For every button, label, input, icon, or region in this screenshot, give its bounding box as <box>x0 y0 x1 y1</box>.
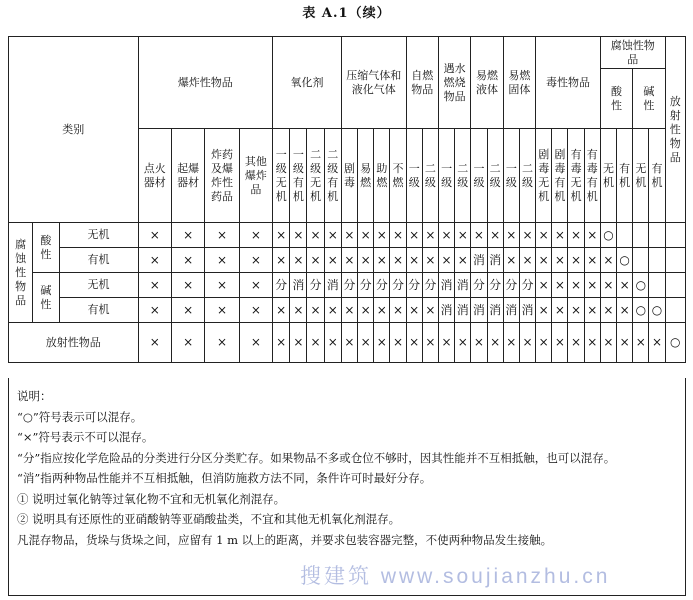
matrix-cell: × <box>438 248 454 273</box>
matrix-cell: × <box>503 323 519 363</box>
matrix-cell: × <box>290 248 307 273</box>
matrix-cell: × <box>455 223 471 248</box>
matrix-cell: 消 <box>487 298 503 323</box>
matrix-cell: × <box>239 323 272 363</box>
header-toxic: 毒性物品 <box>536 37 601 129</box>
sub-gas-toxic: 剧毒 <box>341 129 357 223</box>
sub-tox-organic: 有毒有机 <box>584 129 600 223</box>
matrix-cell: × <box>324 248 341 273</box>
matrix-cell: × <box>171 223 204 248</box>
matrix-cell: × <box>307 298 324 323</box>
matrix-cell: × <box>307 323 324 363</box>
sub-tox-highly-inorganic: 剧毒无机 <box>536 129 552 223</box>
matrix-cell: × <box>584 298 600 323</box>
sub-ox1-organic: 一级有机 <box>290 129 307 223</box>
matrix-cell: × <box>633 323 649 363</box>
matrix-cell: ○ <box>633 273 649 298</box>
matrix-cell: × <box>290 223 307 248</box>
matrix-cell: × <box>138 298 171 323</box>
matrix-cell: × <box>617 323 633 363</box>
matrix-cell: ○ <box>633 298 649 323</box>
row-label-radioactive: 放射性物品 <box>9 323 139 363</box>
matrix-cell: × <box>205 223 239 248</box>
matrix-cell: × <box>487 323 503 363</box>
matrix-cell: × <box>171 298 204 323</box>
sub-liquid-1: 一级 <box>471 129 487 223</box>
header-flammable-solid: 易燃固体 <box>503 37 535 129</box>
sub-ox2-inorganic: 二级无机 <box>307 129 324 223</box>
sub-ox2-organic: 二级有机 <box>324 129 341 223</box>
matrix-cell: × <box>239 248 272 273</box>
matrix-cell: × <box>536 298 552 323</box>
matrix-cell: × <box>584 323 600 363</box>
matrix-cell: × <box>374 323 390 363</box>
note-fen: “分”指应按化学危险品的分类进行分区分类贮存。如果物品不多或仓位不够时，因其性能并不互相抵触，也可以混存。 <box>17 450 616 465</box>
matrix-cell: × <box>358 248 374 273</box>
matrix-cell: × <box>138 323 171 363</box>
matrix-cell: 消 <box>519 298 535 323</box>
matrix-cell: × <box>406 323 422 363</box>
header-explosive: 爆炸性物品 <box>138 37 273 129</box>
matrix-cell: × <box>390 223 406 248</box>
matrix-cell: × <box>552 273 568 298</box>
matrix-cell: × <box>273 323 290 363</box>
matrix-cell: 分 <box>358 273 374 298</box>
matrix-cell <box>665 273 685 298</box>
row-label-alkali-organic: 有机 <box>59 298 138 323</box>
matrix-cell: × <box>455 248 471 273</box>
matrix-cell: × <box>138 248 171 273</box>
sub-gas-inert: 不燃 <box>390 129 406 223</box>
matrix-cell: × <box>471 323 487 363</box>
sub-tox-inorganic: 有毒无机 <box>568 129 584 223</box>
matrix-cell: × <box>341 248 357 273</box>
matrix-cell: 分 <box>307 273 324 298</box>
table-row <box>9 323 686 363</box>
sub-gas-flammable: 易燃 <box>358 129 374 223</box>
matrix-cell: × <box>273 298 290 323</box>
matrix-cell: × <box>584 248 600 273</box>
sub-solid-1: 一级 <box>503 129 519 223</box>
matrix-cell: 消 <box>455 298 471 323</box>
matrix-cell: 分 <box>519 273 535 298</box>
matrix-cell <box>665 223 685 248</box>
table-title: 表 A.1（续） <box>302 6 391 21</box>
matrix-cell: × <box>171 248 204 273</box>
sub-alkali-inorganic: 无机 <box>633 129 649 223</box>
matrix-cell: 消 <box>487 248 503 273</box>
matrix-cell: × <box>584 273 600 298</box>
sub-self-ignite-2: 二级 <box>422 129 438 223</box>
matrix-cell: × <box>273 223 290 248</box>
note-cross: “×”符号表示不可以混存。 <box>17 430 154 444</box>
matrix-cell: × <box>358 298 374 323</box>
matrix-cell: 消 <box>455 273 471 298</box>
header-radioactive: 放射性物品 <box>665 37 685 223</box>
row-label-acid: 酸性 <box>33 223 59 273</box>
matrix-cell: 分 <box>390 273 406 298</box>
table-row <box>9 298 686 323</box>
matrix-cell: × <box>422 223 438 248</box>
sub-other-explosive: 其他爆炸品 <box>239 129 272 223</box>
matrix-cell: ○ <box>600 223 616 248</box>
row-label-corrosive: 腐蚀性物品 <box>9 223 33 323</box>
sub-water-ignite-1: 一级 <box>438 129 454 223</box>
matrix-cell: × <box>171 273 204 298</box>
sub-acid-inorganic: 无机 <box>600 129 616 223</box>
sub-explosive-drug: 炸药及爆炸性药品 <box>205 129 239 223</box>
matrix-cell: × <box>503 248 519 273</box>
matrix-cell <box>649 248 665 273</box>
note-xiao: “消”指两种物品性能并不互相抵触，但消防施救方法不同，条件许可时最好分存。 <box>17 471 432 485</box>
matrix-cell: × <box>503 223 519 248</box>
matrix-cell: × <box>568 298 584 323</box>
matrix-cell: × <box>438 223 454 248</box>
matrix-cell: × <box>205 273 239 298</box>
matrix-cell: 消 <box>471 298 487 323</box>
matrix-cell <box>633 248 649 273</box>
matrix-cell: 分 <box>406 273 422 298</box>
header-self-ignite: 自燃物品 <box>406 37 438 129</box>
sub-water-ignite-2: 二级 <box>455 129 471 223</box>
matrix-cell: × <box>138 223 171 248</box>
matrix-cell: × <box>552 223 568 248</box>
row-label-acid-inorganic: 无机 <box>59 223 138 248</box>
matrix-cell: 分 <box>273 273 290 298</box>
matrix-cell: × <box>568 273 584 298</box>
header-flammable-liquid: 易燃液体 <box>471 37 503 129</box>
matrix-cell: × <box>617 298 633 323</box>
matrix-cell: × <box>536 248 552 273</box>
header-corrosive: 腐蚀性物品 <box>600 37 665 69</box>
matrix-cell: ○ <box>649 298 665 323</box>
header-gas: 压缩气体和液化气体 <box>341 37 406 129</box>
watermark: 搜建筑 www.soujianzhu.cn <box>300 565 611 588</box>
header-water-ignite: 遇水燃烧物品 <box>438 37 470 129</box>
matrix-cell: 分 <box>422 273 438 298</box>
matrix-cell: × <box>374 298 390 323</box>
sub-ignition: 点火器材 <box>138 129 171 223</box>
matrix-cell: × <box>341 298 357 323</box>
row-label-alkali: 碱性 <box>33 273 59 323</box>
matrix-cell: × <box>205 323 239 363</box>
matrix-cell: × <box>600 273 616 298</box>
matrix-cell: 分 <box>471 273 487 298</box>
matrix-cell: ○ <box>617 248 633 273</box>
table-row <box>9 223 686 248</box>
matrix-cell: × <box>487 223 503 248</box>
note-circle: “○”符号表示可以混存。 <box>17 409 143 424</box>
matrix-cell: × <box>358 323 374 363</box>
matrix-cell: 分 <box>341 273 357 298</box>
matrix-cell <box>649 273 665 298</box>
matrix-cell: × <box>568 323 584 363</box>
matrix-cell: × <box>552 323 568 363</box>
matrix-cell: × <box>358 223 374 248</box>
matrix-cell: 分 <box>503 273 519 298</box>
sub-acid-organic: 有机 <box>617 129 633 223</box>
matrix-cell: × <box>390 298 406 323</box>
matrix-cell: × <box>205 248 239 273</box>
matrix-cell: × <box>390 323 406 363</box>
header-acid: 酸性 <box>600 69 632 129</box>
header-alkali: 碱性 <box>633 69 665 129</box>
sub-solid-2: 二级 <box>519 129 535 223</box>
matrix-cell <box>617 223 633 248</box>
matrix-cell: × <box>536 323 552 363</box>
matrix-cell: × <box>519 248 535 273</box>
row-label-acid-organic: 有机 <box>59 248 138 273</box>
matrix-cell: × <box>239 298 272 323</box>
matrix-cell <box>665 298 685 323</box>
matrix-cell: × <box>649 323 665 363</box>
matrix-cell: × <box>536 223 552 248</box>
table-row <box>9 273 686 298</box>
matrix-cell: × <box>568 223 584 248</box>
matrix-cell: ○ <box>665 323 685 363</box>
matrix-cell <box>665 248 685 273</box>
matrix-cell: 消 <box>290 273 307 298</box>
note-spacing: 凡混存物品，货垛与货垛之间，应留有 1 m 以上的距离，并要求包装容器完整，不使两种物品发生接触。 <box>17 532 553 547</box>
note-1: ① 说明过氧化钠等过氧化物不宜和无机氧化剂混存。 <box>17 491 286 506</box>
matrix-cell: × <box>568 248 584 273</box>
sub-tox-highly-organic: 剧毒有机 <box>552 129 568 223</box>
matrix-cell: 消 <box>438 273 454 298</box>
matrix-cell: × <box>171 323 204 363</box>
matrix-cell: × <box>600 248 616 273</box>
matrix-cell: 分 <box>374 273 390 298</box>
matrix-cell: × <box>290 323 307 363</box>
storage-compatibility-table <box>8 36 686 363</box>
matrix-cell: 消 <box>503 298 519 323</box>
sub-liquid-2: 二级 <box>487 129 503 223</box>
matrix-cell: × <box>324 298 341 323</box>
matrix-cell: 分 <box>487 273 503 298</box>
matrix-cell: × <box>519 323 535 363</box>
matrix-cell: × <box>307 248 324 273</box>
matrix-cell: × <box>617 273 633 298</box>
matrix-cell: × <box>552 248 568 273</box>
matrix-cell: × <box>341 323 357 363</box>
matrix-cell: × <box>239 273 272 298</box>
matrix-cell: × <box>584 223 600 248</box>
sub-gas-support: 助燃 <box>374 129 390 223</box>
sub-ox1-inorganic: 一级无机 <box>273 129 290 223</box>
matrix-cell: × <box>600 298 616 323</box>
matrix-cell: × <box>273 248 290 273</box>
header-oxidizer: 氧化剂 <box>273 37 342 129</box>
matrix-cell: × <box>239 223 272 248</box>
matrix-cell: × <box>422 298 438 323</box>
matrix-cell: × <box>406 298 422 323</box>
notes-heading: 说明： <box>17 389 52 403</box>
matrix-cell: × <box>205 298 239 323</box>
matrix-cell: × <box>307 223 324 248</box>
matrix-cell: × <box>390 248 406 273</box>
matrix-cell: × <box>438 323 454 363</box>
matrix-cell: × <box>422 248 438 273</box>
matrix-cell: 消 <box>471 248 487 273</box>
sub-self-ignite-1: 一级 <box>406 129 422 223</box>
matrix-cell: × <box>406 223 422 248</box>
matrix-cell <box>633 223 649 248</box>
matrix-cell: × <box>374 248 390 273</box>
matrix-cell: × <box>471 223 487 248</box>
matrix-cell <box>649 223 665 248</box>
matrix-cell: × <box>406 248 422 273</box>
matrix-cell: × <box>138 273 171 298</box>
row-label-alkali-inorganic: 无机 <box>59 273 138 298</box>
table-row <box>9 248 686 273</box>
matrix-cell: × <box>552 298 568 323</box>
matrix-cell: × <box>422 323 438 363</box>
matrix-cell: × <box>600 323 616 363</box>
matrix-cell: × <box>374 223 390 248</box>
note-2: ② 说明具有还原性的亚硝酸钠等亚硝酸盐类，不宜和其他无机氧化剂混存。 <box>17 512 401 526</box>
matrix-cell: × <box>536 273 552 298</box>
matrix-cell: × <box>324 323 341 363</box>
matrix-cell: × <box>341 223 357 248</box>
sub-detonator: 起爆器材 <box>171 129 204 223</box>
matrix-cell: × <box>455 323 471 363</box>
matrix-cell: 消 <box>324 273 341 298</box>
matrix-cell: 消 <box>438 298 454 323</box>
matrix-cell: × <box>290 298 307 323</box>
category-header: 类别 <box>9 37 139 223</box>
matrix-cell: × <box>324 223 341 248</box>
sub-alkali-organic: 有机 <box>649 129 665 223</box>
matrix-cell: × <box>519 223 535 248</box>
